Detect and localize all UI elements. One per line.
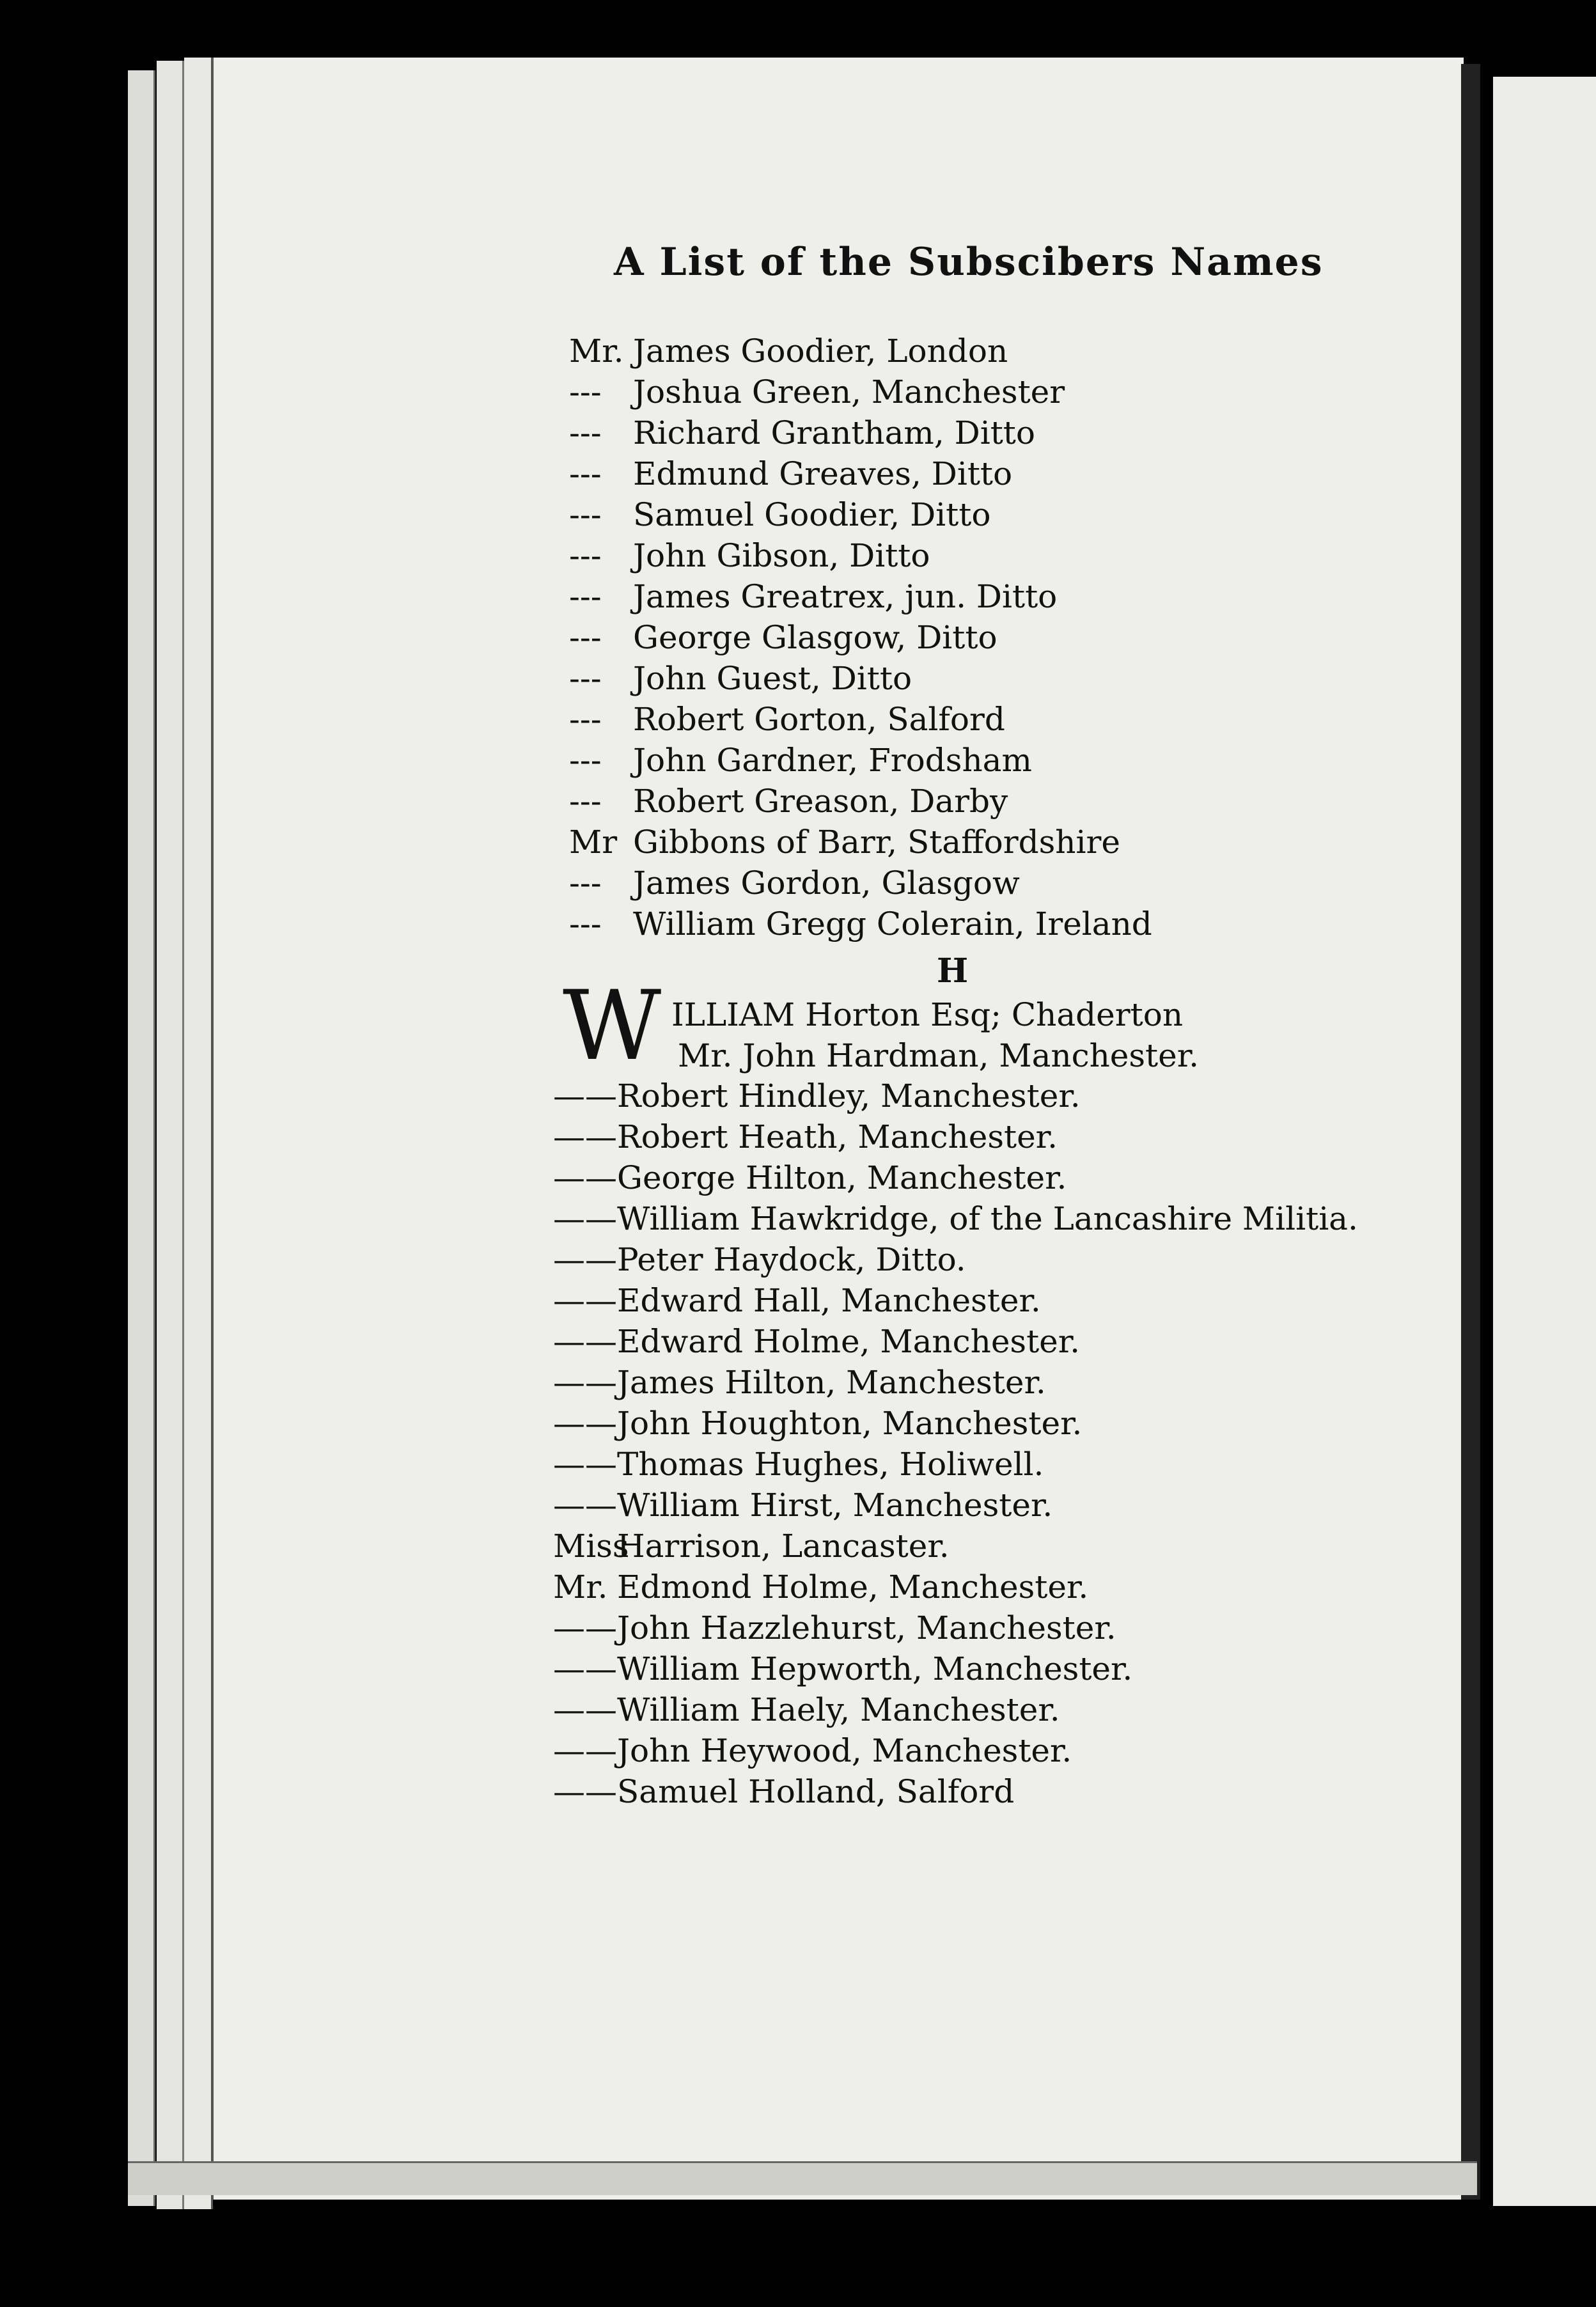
- entry-prefix: Miss: [553, 1528, 629, 1565]
- entry-name: William Haely, Manchester.: [617, 1691, 1060, 1728]
- subscriber-entry: [569, 660, 912, 697]
- entry-prefix: ---: [569, 619, 602, 656]
- subscriber-entry: [553, 1323, 1080, 1360]
- entry-prefix: ---: [569, 660, 602, 697]
- entry-name: George Glasgow, Ditto: [633, 619, 997, 656]
- entry-name: John Hazzlehurst, Manchester.: [617, 1609, 1116, 1646]
- entry-name: John Houghton, Manchester.: [617, 1405, 1083, 1442]
- subscriber-entry: [553, 1118, 1058, 1155]
- subscriber-entry: [553, 1446, 1044, 1483]
- entry-prefix: ——: [553, 1282, 617, 1319]
- subscriber-entry: [569, 496, 990, 533]
- entry-name: John Gardner, Frodsham: [633, 742, 1032, 779]
- subscriber-entry: [553, 1159, 1067, 1196]
- entry-name: James Greatrex, jun. Ditto: [633, 578, 1058, 615]
- entry-name: Gibbons of Barr, Staffordshire: [633, 824, 1120, 861]
- entry-name: Edward Hall, Manchester.: [617, 1282, 1041, 1319]
- entry-name: William Hawkridge, of the Lancashire Militia.: [617, 1200, 1358, 1237]
- facing-page-edge: [1493, 77, 1596, 2206]
- entry-prefix: ---: [569, 701, 602, 738]
- entry-prefix: ---: [569, 783, 602, 820]
- entry-name: John Heywood, Manchester.: [617, 1732, 1072, 1769]
- entry-name: Samuel Holland, Salford: [617, 1773, 1015, 1810]
- entry-prefix: ---: [569, 905, 602, 942]
- entry-prefix: ——: [553, 1609, 617, 1646]
- subscriber-entry: [553, 1241, 966, 1278]
- entry-name: Edmond Holme, Manchester.: [617, 1568, 1089, 1606]
- entry-prefix: ---: [569, 578, 602, 615]
- subscriber-entry: [553, 1077, 1081, 1114]
- subscriber-entry: [553, 1650, 1132, 1687]
- entry-name: Richard Grantham, Ditto: [633, 414, 1035, 451]
- entry-name: Edmund Greaves, Ditto: [633, 455, 1013, 492]
- page-edge: [184, 58, 213, 2209]
- subscriber-entry: [569, 537, 930, 574]
- subscriber-entry: [553, 1405, 1082, 1442]
- entry-prefix: ---: [569, 864, 602, 902]
- page-bottom-edge: [128, 2161, 1477, 2195]
- subscriber-entry: [569, 905, 1152, 942]
- subscriber-entry: [553, 1364, 1046, 1401]
- subscriber-entry: [553, 1609, 1116, 1646]
- subscriber-entry: [553, 1773, 1014, 1810]
- entry-prefix: ---: [569, 496, 602, 533]
- entry-name: William Gregg Colerain, Ireland: [633, 905, 1152, 942]
- subscriber-entry: [569, 619, 997, 656]
- entry-name: Robert Hindley, Manchester.: [617, 1077, 1081, 1114]
- subscriber-entry: [569, 742, 1032, 779]
- entry-prefix: ——: [553, 1118, 617, 1155]
- subscriber-entry: [569, 332, 1008, 370]
- subscriber-entry: [553, 1487, 1052, 1524]
- entry-name: Peter Haydock, Ditto.: [617, 1241, 966, 1278]
- entry-prefix: ——: [553, 1323, 617, 1360]
- book-spine: [1461, 64, 1480, 2200]
- entry-prefix: ——: [553, 1487, 617, 1524]
- subscriber-entry: [553, 1568, 1088, 1606]
- page-edge: [128, 70, 155, 2206]
- entry-name: Robert Heath, Manchester.: [617, 1118, 1058, 1155]
- entry-prefix: ---: [569, 373, 602, 411]
- entry-prefix: ——: [553, 1650, 617, 1687]
- entry-name: James Hilton, Manchester.: [617, 1364, 1046, 1401]
- entry-name: James Goodier, London: [633, 332, 1008, 370]
- subscriber-entry: [569, 864, 1020, 902]
- entry-prefix: ——: [553, 1773, 617, 1810]
- entry-name: William Hirst, Manchester.: [617, 1487, 1053, 1524]
- entry-name: William Hepworth, Manchester.: [617, 1650, 1133, 1687]
- subscriber-entry: [569, 701, 1005, 738]
- page-title: A List of the Subscibers Names: [614, 240, 1324, 285]
- entry-prefix: ——: [553, 1732, 617, 1769]
- entry-prefix: ---: [569, 414, 602, 451]
- entry-prefix: ---: [569, 537, 602, 574]
- subscriber-entry: [553, 1528, 950, 1565]
- entry-prefix: ——: [553, 1691, 617, 1728]
- entry-name: Joshua Green, Manchester: [633, 373, 1065, 411]
- entry-prefix: ---: [569, 455, 602, 492]
- subscriber-entry: [569, 824, 1120, 861]
- subscriber-entry: ILLIAM Horton Esq; Chaderton: [671, 996, 1184, 1033]
- entry-prefix: ——: [553, 1200, 617, 1237]
- subscriber-entry: [569, 414, 1035, 451]
- entry-name: Edward Holme, Manchester.: [617, 1323, 1081, 1360]
- entry-prefix: ——: [553, 1446, 617, 1483]
- entry-name: Thomas Hughes, Holiwell.: [617, 1446, 1044, 1483]
- entry-name: Samuel Goodier, Ditto: [633, 496, 991, 533]
- entry-name: John Gibson, Ditto: [633, 537, 930, 574]
- subscriber-entry: [569, 578, 1057, 615]
- entry-prefix: Mr.: [569, 332, 624, 370]
- entry-name: Robert Greason, Darby: [633, 783, 1008, 820]
- entry-name: George Hilton, Manchester.: [617, 1159, 1067, 1196]
- entry-prefix: ——: [553, 1364, 617, 1401]
- subscriber-entry: [569, 373, 1065, 411]
- entry-prefix: ——: [553, 1159, 617, 1196]
- subscriber-entry: [569, 455, 1012, 492]
- subscriber-entry: [553, 1282, 1041, 1319]
- entry-prefix: Mr: [569, 824, 618, 861]
- page-edge: [157, 61, 184, 2209]
- entry-prefix: ——: [553, 1241, 617, 1278]
- entry-name: Harrison, Lancaster.: [617, 1528, 950, 1565]
- entry-prefix: ——: [553, 1077, 617, 1114]
- drop-cap: W: [563, 971, 662, 1082]
- subscriber-entry: [553, 1732, 1072, 1769]
- entry-name: Robert Gorton, Salford: [633, 701, 1005, 738]
- entry-prefix: ---: [569, 742, 602, 779]
- subscriber-entry: [553, 1691, 1060, 1728]
- subscriber-entry: [569, 783, 1008, 820]
- section-heading: H: [937, 951, 969, 990]
- entry-prefix: ——: [553, 1405, 617, 1442]
- entry-prefix: Mr.: [553, 1568, 608, 1606]
- entry-name: John Guest, Ditto: [633, 660, 912, 697]
- entry-name: James Gordon, Glasgow: [633, 864, 1020, 902]
- subscriber-entry: [553, 1200, 1358, 1237]
- subscriber-entry: Mr. John Hardman, Manchester.: [678, 1037, 1200, 1074]
